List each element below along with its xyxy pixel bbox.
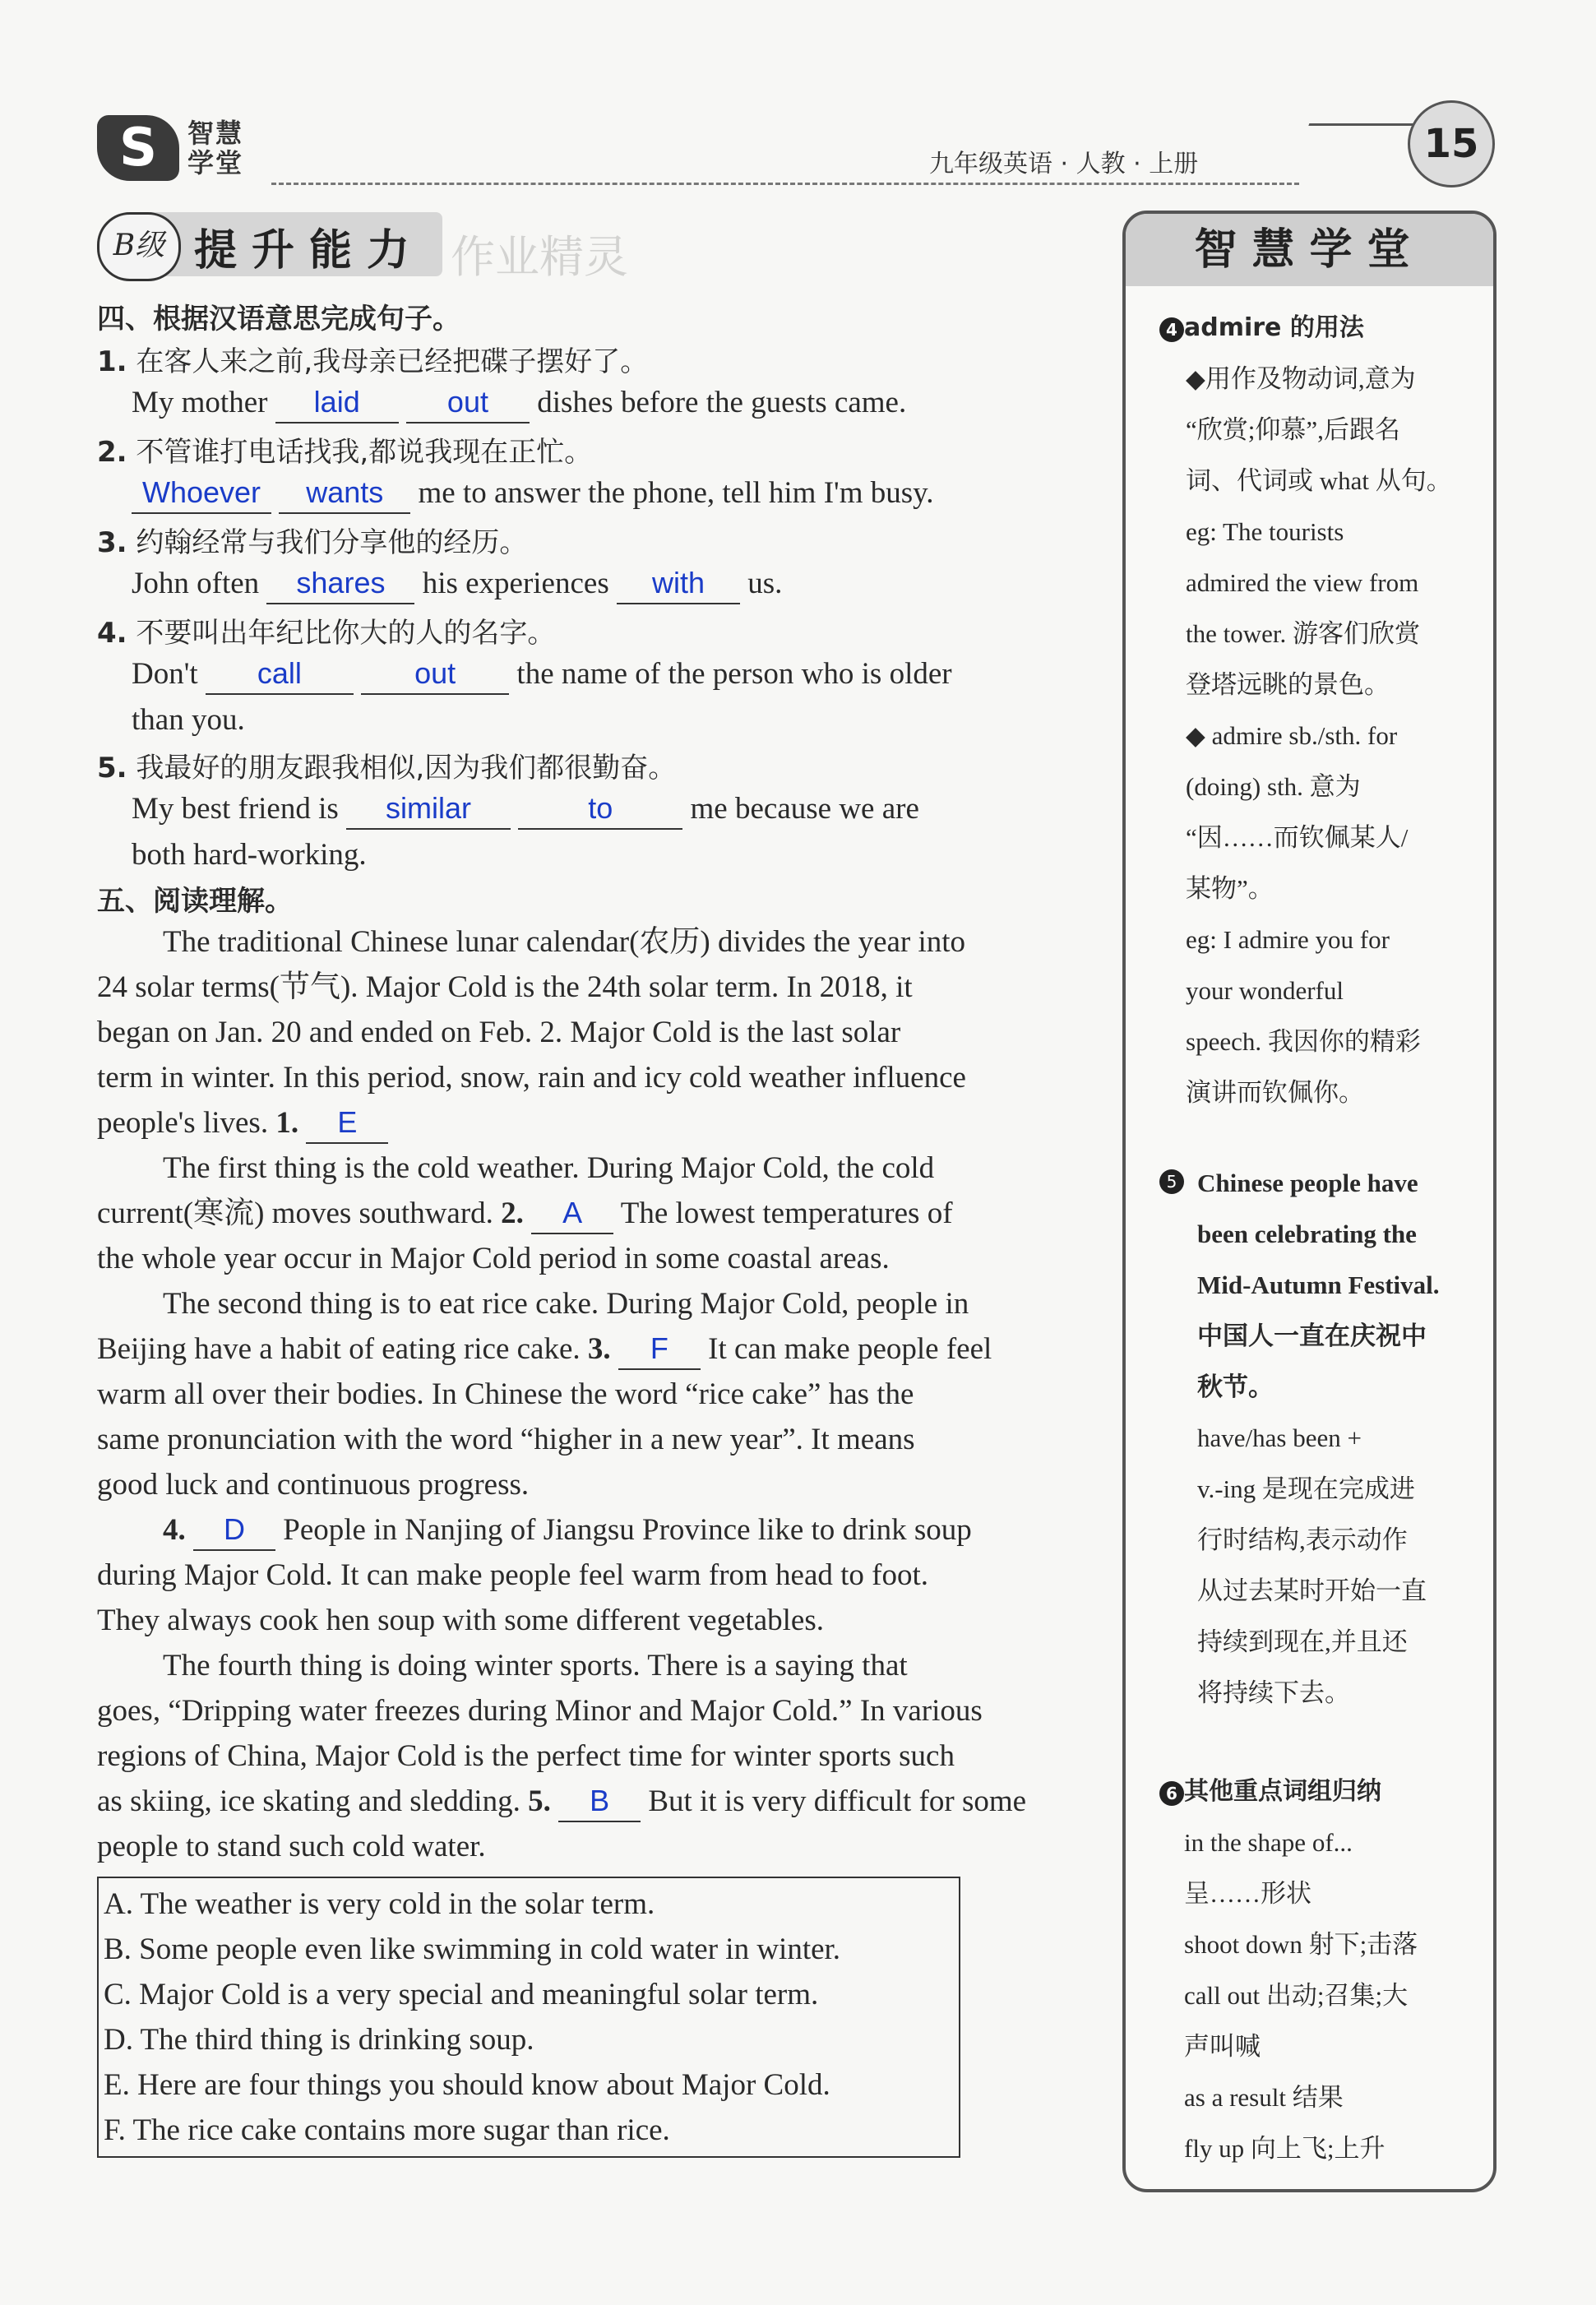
badge-icon: 5	[1159, 1169, 1184, 1194]
logo-text: 智慧学堂	[187, 118, 244, 178]
level-badge: B级	[97, 212, 181, 281]
logo-icon: S	[97, 115, 179, 181]
passage-line: during Major Cold. It can make people feel warm from head to foot.	[97, 1558, 929, 1592]
answer-blank[interactable]: similar	[346, 792, 511, 830]
note5: 5 Chinese people have been celebrating the Mid-Autumn Festival. 中国人一直在庆祝中 秋节。 have/has been + v.-ing 是现在完成进 行时结构,表示动作 从过去某时开始一直 持续到现在,并且还 将持续下去。	[1159, 1158, 1484, 1719]
answer-blank[interactable]: call	[206, 657, 354, 695]
passage-line: current(寒流) moves southward. 2. A The lowest temperatures of	[97, 1191, 1117, 1236]
p4-item3-en: John often shares his experiences with us.	[132, 561, 782, 606]
p4-item2-cn: 2. 不管谁打电话找我,都说我现在正忙。	[97, 436, 593, 469]
badge-icon: 6	[1159, 1781, 1184, 1806]
passage-line: They always cook hen soup with some different vegetables.	[97, 1604, 824, 1637]
badge-icon: 4	[1159, 317, 1184, 342]
p4-item3-cn: 3. 约翰经常与我们分享他的经历。	[97, 526, 528, 559]
passage-line: good luck and continuous progress.	[97, 1468, 530, 1502]
passage-line: The first thing is the cold weather. During Major Cold, the cold	[163, 1151, 935, 1185]
p4-item4-en-cont: than you.	[132, 703, 245, 737]
option-item: E. Here are four things you should know about Major Cold.	[104, 2068, 830, 2102]
option-item: B. Some people even like swimming in cold water in winter.	[104, 1932, 841, 1966]
answer-blank[interactable]: D	[193, 1513, 275, 1551]
passage-line: the whole year occur in Major Cold period in some coastal areas.	[97, 1242, 890, 1275]
passage-line: The traditional Chinese lunar calendar(农历) divides the year into	[163, 925, 966, 959]
answer-blank[interactable]: shares	[266, 567, 414, 604]
passage-line: 4. D People in Nanjing of Jiangsu Province like to drink soup	[97, 1507, 1117, 1553]
option-item: A. The weather is very cold in the solar term.	[104, 1887, 655, 1921]
passage-line: same pronunciation with the word “higher in a new year”. It means	[97, 1423, 915, 1456]
answer-blank[interactable]: A	[531, 1196, 613, 1234]
answer-blank[interactable]: out	[361, 657, 509, 695]
option-item: D. The third thing is drinking soup.	[104, 2023, 534, 2057]
answer-blank[interactable]: B	[558, 1784, 641, 1822]
passage-line: term in winter. In this period, snow, rain and icy cold weather influence	[97, 1061, 966, 1095]
answer-blank[interactable]: E	[306, 1106, 388, 1144]
section-title: 提升能力	[194, 226, 425, 275]
passage-line: Beijing have a habit of eating rice cake. 3. F It can make people feel	[97, 1326, 1117, 1372]
p4-item4-cn: 4. 不要叫出年纪比你大的人的名字。	[97, 617, 556, 650]
p4-item1-en: My mother laid out dishes before the guests came.	[132, 380, 906, 425]
note6: 6 其他重点词组归纳 in the shape of... 呈……形状 shoot down 射下;击落 call out 出动;召集;大 声叫喊 as a result 结果 fly up 向上飞;上升	[1159, 1766, 1480, 2174]
watermark: 作业精灵	[451, 231, 628, 283]
options-box	[97, 1877, 960, 2158]
answer-blank[interactable]: laid	[275, 386, 399, 424]
header-dashed-rule	[271, 183, 1299, 185]
answer-blank[interactable]: to	[518, 792, 682, 830]
p4-item4-en: Don't call out the name of the person who is older	[132, 651, 952, 697]
page-number: 15	[1408, 100, 1495, 187]
passage-line: people's lives. 1. E	[97, 1100, 1117, 1146]
sidebar-title: 智慧学堂	[1126, 214, 1493, 286]
answer-blank[interactable]: out	[406, 386, 530, 424]
part4-heading: 四、根据汉语意思完成句子。	[97, 303, 460, 336]
passage-line: regions of China, Major Cold is the perfect time for winter sports such	[97, 1739, 955, 1773]
logo	[97, 115, 261, 181]
part5-heading: 五、阅读理解。	[97, 885, 293, 918]
p4-item5-en-cont: both hard-working.	[132, 838, 367, 872]
answer-blank[interactable]: with	[617, 567, 740, 604]
p4-item1-cn: 1. 在客人来之前,我母亲已经把碟子摆好了。	[97, 345, 649, 378]
reading-passage	[97, 919, 1117, 1869]
answer-blank[interactable]: wants	[279, 476, 410, 514]
p4-item5-en: My best friend is similar to me because we are	[132, 786, 919, 831]
passage-line: 24 solar terms(节气). Major Cold is the 24th solar term. In 2018, it	[97, 970, 913, 1004]
passage-line: The second thing is to eat rice cake. During Major Cold, people in	[163, 1287, 969, 1321]
answer-blank[interactable]: Whoever	[132, 476, 271, 514]
passage-line: as skiing, ice skating and sledding. 5. B But it is very difficult for some	[97, 1779, 1117, 1824]
option-item: F. The rice cake contains more sugar than rice.	[104, 2113, 670, 2147]
answer-blank[interactable]: F	[618, 1332, 701, 1370]
passage-line: The fourth thing is doing winter sports. There is a saying that	[163, 1649, 908, 1682]
option-item: C. Major Cold is a very special and meaningful solar term.	[104, 1978, 819, 2011]
p4-item5-cn: 5. 我最好的朋友跟我相似,因为我们都很勤奋。	[97, 752, 677, 785]
passage-line: goes, “Dripping water freezes during Minor and Major Cold.” In various	[97, 1694, 983, 1728]
passage-line: warm all over their bodies. In Chinese the word “rice cake” has the	[97, 1377, 914, 1411]
book-title: 九年级英语 · 人教 · 上册	[929, 150, 1199, 178]
p4-item2-en: Whoever wants me to answer the phone, tell him I'm busy.	[132, 470, 933, 516]
note4: 4 admire 的用法 ◆用作及物动词,意为 “欣赏;仰慕”,后跟名 词、代词或 what 从句。 eg: The tourists admired the view from the tower. 游客们欣赏 登塔远眺的景色。 ◆ admire sb./sth. for (doing) sth. 意为 “因……而钦佩某人/ 某物”。 eg: I admire you for your wonderful speech. 我因你的精彩 演讲而钦佩你。	[1159, 303, 1480, 1118]
passage-line: people to stand such cold water.	[97, 1830, 486, 1863]
passage-line: began on Jan. 20 and ended on Feb. 2. Major Cold is the last solar	[97, 1016, 901, 1049]
